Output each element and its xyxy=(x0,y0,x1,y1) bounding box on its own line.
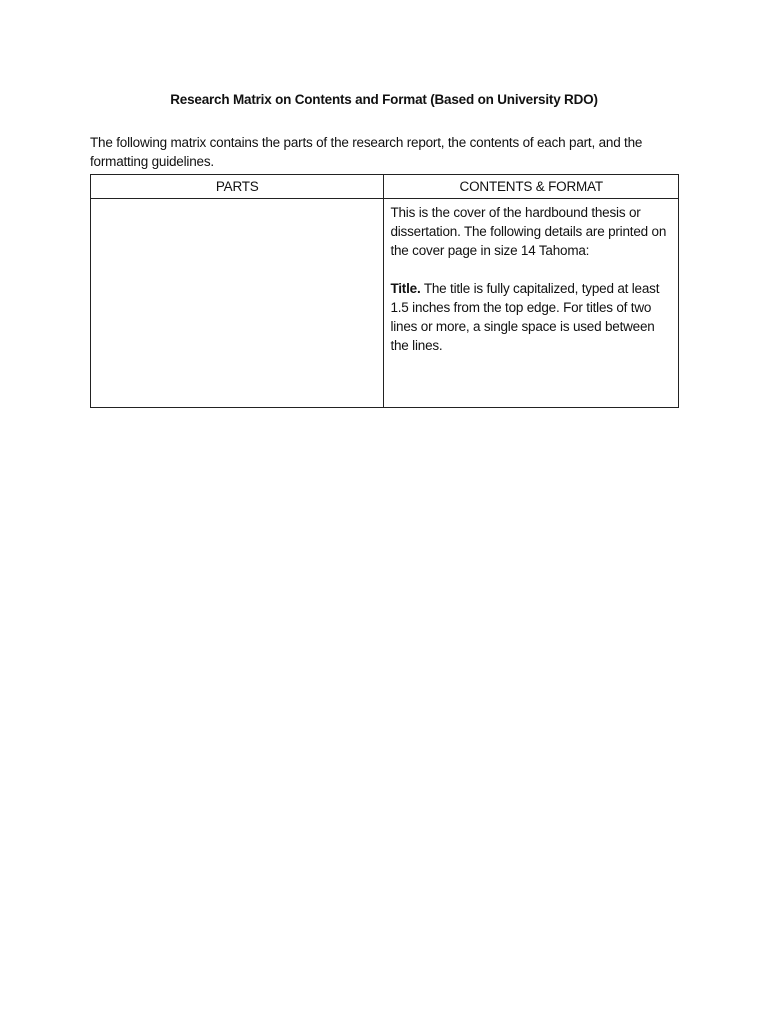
research-matrix-table xyxy=(90,174,679,408)
title-description: The title is fully capitalized, typed at least 1.5 inches from the top edge. For titles of two lines or more, a single space is used between the lines. xyxy=(390,281,660,353)
header-parts: PARTS xyxy=(91,175,384,199)
intro-paragraph: The following matrix contains the parts of the research report, the contents of each part, and the formatting guidelines. xyxy=(90,135,643,169)
table-header-row xyxy=(91,175,679,199)
table-header xyxy=(91,175,679,199)
title-lead-label: Title. xyxy=(390,281,421,296)
header-contents-format: CONTENTS & FORMAT xyxy=(384,175,679,199)
cell-part xyxy=(91,199,384,408)
document-title: Research Matrix on Contents and Format (Based on University RDO) xyxy=(170,92,598,107)
table-body xyxy=(91,199,679,408)
contents-paragraph-title xyxy=(390,279,672,355)
table-row xyxy=(91,199,679,408)
cell-contents xyxy=(384,199,679,408)
contents-paragraph-cover: This is the cover of the hardbound thesis or dissertation. The following details are printed on the cover page in size 14 Tahoma: xyxy=(390,205,667,258)
